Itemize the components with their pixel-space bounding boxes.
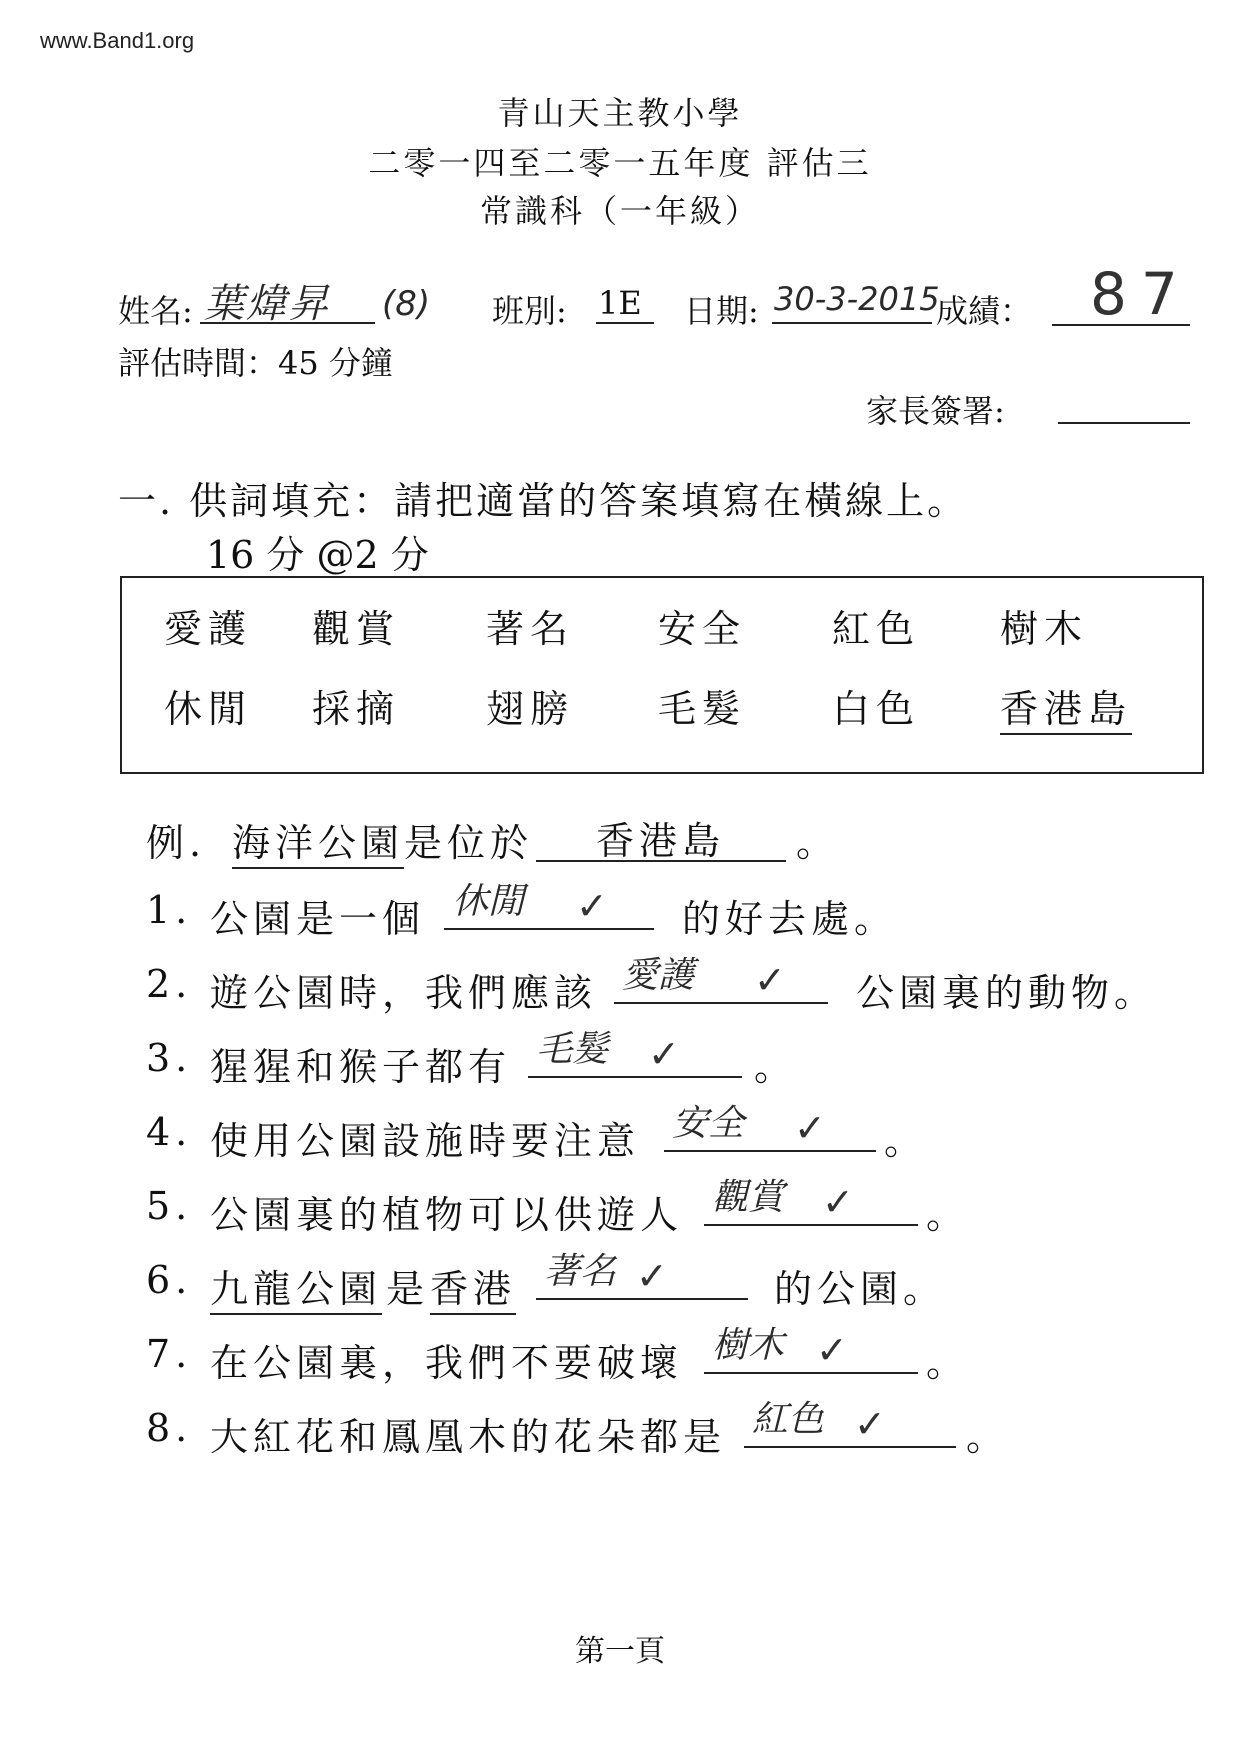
question-number: 2. [146, 962, 193, 1006]
word-bank-box [120, 576, 1204, 774]
question-text-end: 。 [926, 1341, 970, 1385]
class-number: (8) [382, 284, 431, 324]
check-mark: ✓ [636, 1254, 668, 1298]
question-subject: 香港 [430, 1258, 516, 1315]
handwritten-answer: 著名 [544, 1251, 617, 1292]
handwritten-answer: 樹木 [712, 1325, 785, 1366]
watermark: www.Band1.org [40, 28, 195, 53]
school-name: 青山天主教小學 [497, 94, 743, 132]
example-answer: 香港島 [596, 819, 726, 863]
word-bank-word: 採摘 [312, 687, 401, 731]
word-bank-word: 香港島 [1000, 678, 1132, 735]
question-text: 遊公園時，我們應該 [210, 971, 598, 1015]
word-bank-word: 休閒 [164, 687, 253, 731]
question-text-end: 。 [966, 1415, 1010, 1459]
check-mark: ✓ [816, 1328, 848, 1372]
date-value: 30-3-2015 [774, 280, 940, 318]
answer-line [704, 1172, 918, 1226]
subject-line: 常識科（一年級） [479, 192, 760, 230]
score-label: 成績： [936, 292, 1033, 330]
parent-sign-field [1058, 384, 1190, 424]
section-1-title: 一. 供詞填充：請把適當的答案填寫在橫線上。 [118, 479, 969, 523]
word-bank-word: 白色 [832, 687, 921, 731]
answer-line [664, 1098, 876, 1152]
answer-line [536, 1246, 748, 1300]
example-text: 是位於 [404, 821, 534, 865]
question-text-end: 的公園。 [774, 1267, 947, 1311]
question-text: 使用公園設施時要注意 [210, 1119, 641, 1163]
class-label: 班別: [492, 292, 567, 330]
question-text: 在公園裏，我們不要破壞 [210, 1341, 684, 1385]
answer-line [614, 950, 828, 1004]
question-subject: 九龍公園 [210, 1258, 382, 1315]
answer-line [444, 876, 654, 930]
check-mark: ✓ [754, 958, 786, 1002]
class-value: 1E [598, 284, 642, 322]
page-number: 第一頁 [575, 1634, 665, 1669]
handwritten-answer: 安全 [672, 1103, 745, 1144]
question-number: 4. [146, 1110, 193, 1154]
word-bank-word: 愛護 [164, 607, 253, 651]
question-text: 公園裏的植物可以供遊人 [210, 1193, 684, 1237]
question-number: 1. [146, 888, 193, 932]
question-text: 大紅花和鳳凰木的花朵都是 [210, 1415, 727, 1459]
example-label: 例. [146, 821, 207, 865]
year-line: 二零一四至二零一五年度 評估三 [368, 144, 872, 182]
check-mark: ✓ [648, 1032, 680, 1076]
word-bank-word: 毛髮 [658, 687, 747, 731]
word-bank-word: 翅膀 [486, 687, 575, 731]
handwritten-answer: 休閒 [452, 881, 525, 922]
word-bank-row [122, 598, 1202, 658]
date-label: 日期: [684, 292, 759, 330]
question-number: 6. [146, 1258, 193, 1302]
example-subject: 海洋公園 [232, 812, 404, 869]
class-field [596, 276, 654, 324]
score-value: 87 [1090, 260, 1192, 328]
question-text-end: 。 [754, 1045, 798, 1089]
question-text-end: 。 [884, 1119, 928, 1163]
question-text: 猩猩和猴子都有 [210, 1045, 512, 1089]
handwritten-answer: 愛護 [622, 955, 695, 996]
name-field [200, 266, 375, 327]
word-bank-word: 安全 [658, 607, 747, 651]
date-field [772, 276, 940, 324]
check-mark: ✓ [576, 884, 608, 928]
question-number: 7. [146, 1332, 193, 1376]
question-number: 3. [146, 1036, 193, 1080]
section-1-marks: 16 分 @2 分 [206, 533, 429, 577]
name-label: 姓名: [118, 292, 193, 330]
question-text-end: 的好去處。 [682, 897, 898, 941]
word-bank-word: 樹木 [1000, 607, 1089, 651]
question-number: 5. [146, 1184, 193, 1228]
word-bank-word: 紅色 [832, 607, 921, 651]
handwritten-answer: 觀賞 [712, 1177, 785, 1218]
check-mark: ✓ [822, 1180, 854, 1224]
question-text: 是 [386, 1267, 430, 1311]
word-bank-word: 著名 [486, 607, 575, 651]
answer-line [528, 1024, 742, 1078]
check-mark: ✓ [794, 1106, 826, 1150]
handwritten-answer: 紅色 [752, 1399, 825, 1440]
parent-sign-label: 家長簽署: [866, 392, 1005, 430]
name-value: 葉煒昇 [204, 281, 330, 327]
question-text: 公園是一個 [210, 897, 426, 941]
example-end: 。 [796, 821, 840, 865]
answer-line [704, 1320, 918, 1374]
score-field [1052, 262, 1190, 326]
time-label: 評估時間：45 分鐘 [118, 344, 393, 382]
check-mark: ✓ [854, 1402, 886, 1446]
answer-line [744, 1394, 956, 1448]
word-bank-row [122, 678, 1202, 738]
question-text-end: 公園裏的動物。 [856, 971, 1158, 1015]
question-text-end: 。 [926, 1193, 970, 1237]
handwritten-answer: 毛髮 [536, 1029, 609, 1070]
word-bank-word: 觀賞 [312, 607, 401, 651]
question-number: 8. [146, 1406, 193, 1450]
example-answer-line [536, 808, 786, 862]
